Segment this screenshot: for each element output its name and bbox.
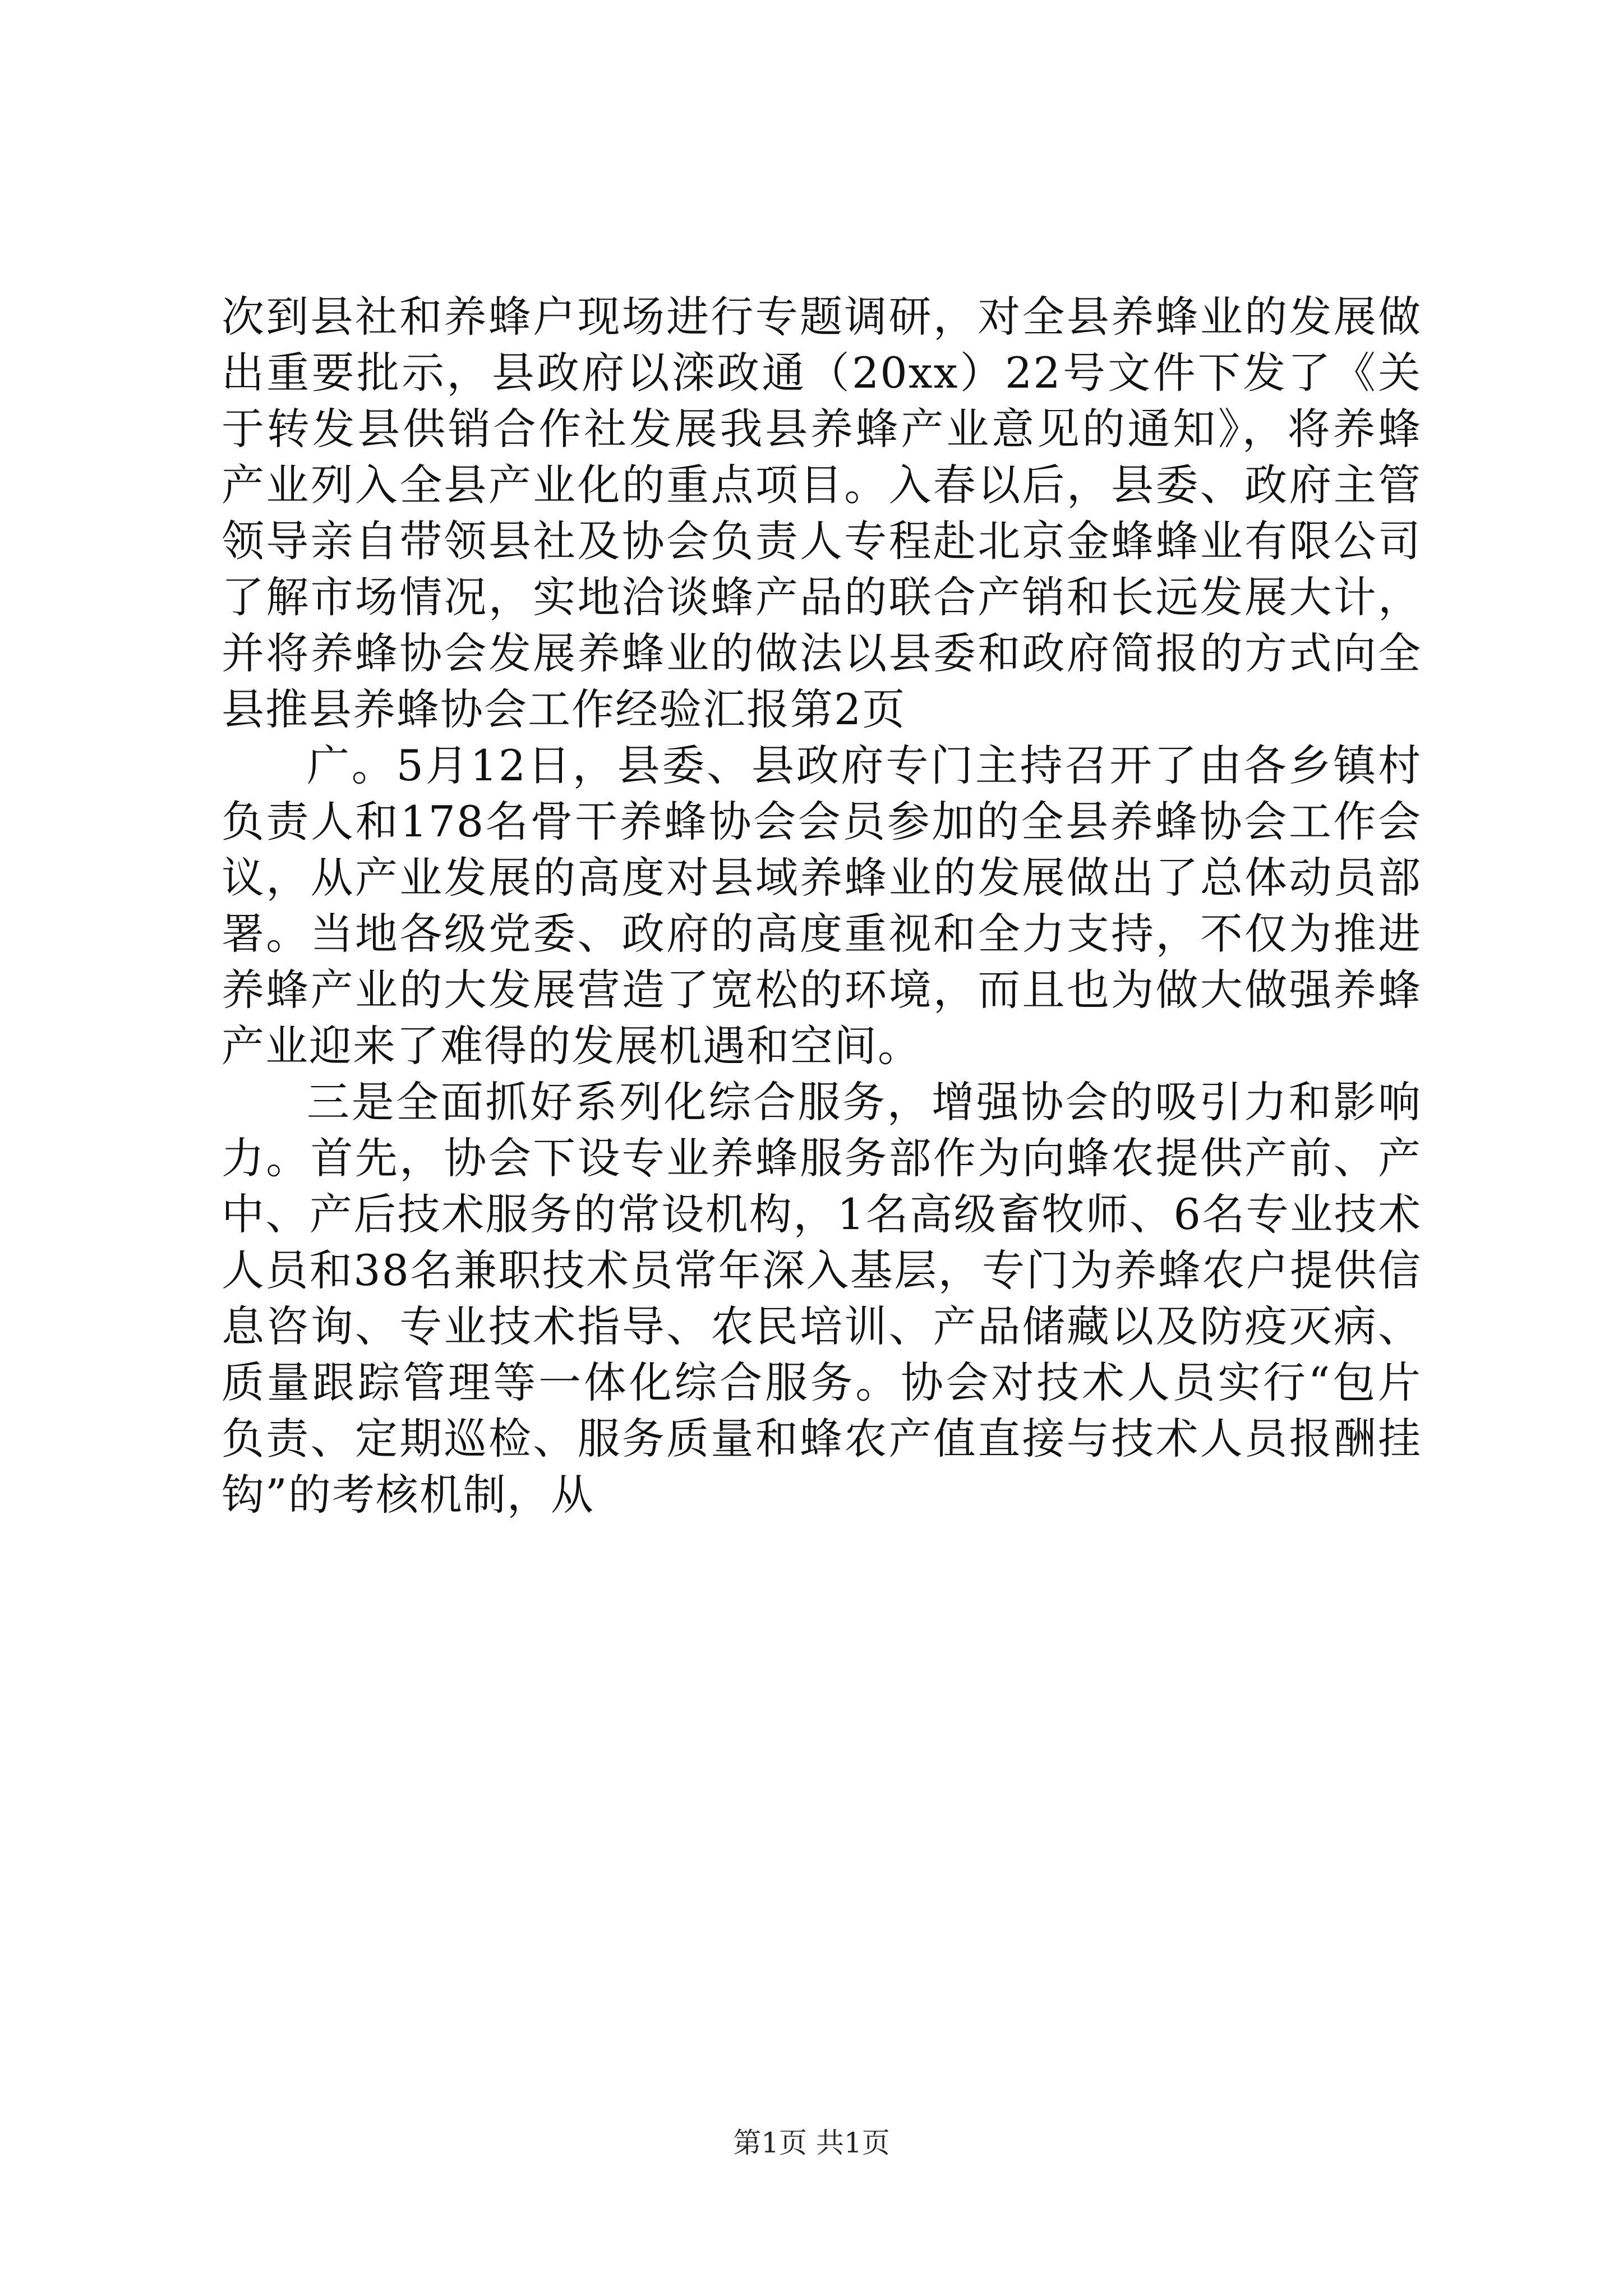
- page-footer: 第1页 共1页: [733, 2127, 890, 2159]
- paragraph-3: 三是全面抓好系列化综合服务，增强协会的吸引力和影响力。首先，协会下设专业养蜂服务部作为向蜂农提供产前、产中、产后技术服务的常设机构，1名高级畜牧师、6名专业技术人员和38名兼职技术员常年深入基层，专门为养蜂农户提供信息咨询、专业技术指导、农民培训、产品储藏以及防疫灭病、质量跟踪管理等一体化综合服务。协会对技术人员实行“包片负责、定期巡检、服务质量和蜂农产值直接与技术人员报酬挂钩”的考核机制，从: [222, 1077, 1422, 1520]
- document-body: [222, 289, 1422, 1523]
- paragraph-1: 次到县社和养蜂户现场进行专题调研，对全县养蜂业的发展做出重要批示，县政府以滦政通（20xx）22号文件下发了《关于转发县供销合作社发展我县养蜂产业意见的通知》，将养蜂产业列入全县产业化的重点项目。入春以后，县委、政府主管领导亲自带领县社及协会负责人专程赴北京金蜂蜂业有限公司了解市场情况，实地洽谈蜂产品的联合产销和长远发展大计，并将养蜂协会发展养蜂业的做法以县委和政府简报的方式向全县推县养蜂协会工作经验汇报第2页: [222, 292, 1422, 734]
- paragraph-2: 广。5月12日，县委、县政府专门主持召开了由各乡镇村负责人和178名骨干养蜂协会会员参加的全县养蜂协会工作会议，从产业发展的高度对县域养蜂业的发展做出了总体动员部署。当地各级党委、政府的高度重视和全力支持，不仅为推进养蜂产业的大发展营造了宽松的环境，而且也为做大做强养蜂产业迎来了难得的发展机遇和空间。: [222, 740, 1422, 1071]
